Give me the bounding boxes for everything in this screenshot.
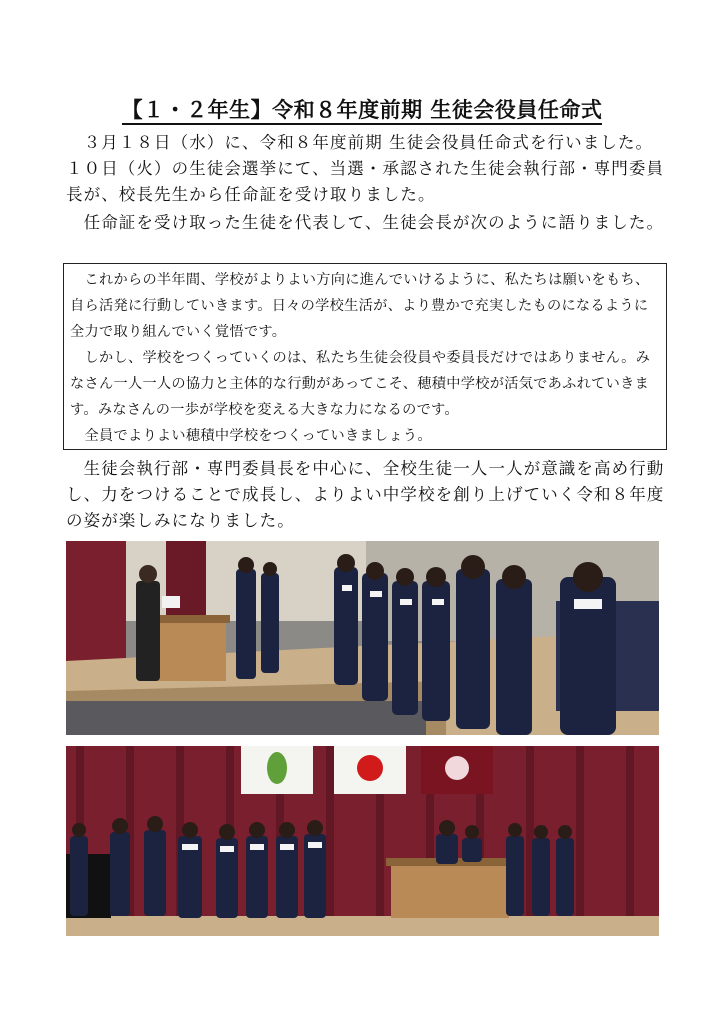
quote-paragraph-3: 全員でよりよい穂積中学校をつくっていきましょう。 (70, 428, 432, 444)
page-title: 【１・２年生】令和８年度前期 生徒会役員任命式 (0, 94, 724, 124)
stage-lineup-photo (66, 746, 659, 936)
closing-paragraph: 生徒会執行部・専門委員長を中心に、全校生徒一人一人が意識を高め行動し、力をつけることで成長し、よりよい中学校を創り上げていく令和８年度の姿が楽しみになりました。 (66, 459, 665, 530)
representative-paragraph: 任命証を受け取った生徒を代表して、生徒会長が次のように語りました。 (66, 213, 665, 232)
appointment-ceremony-photo (66, 541, 659, 735)
quote-paragraph-1: これからの半年間、学校がよりよい方向に進んでいけるように、私たちは願いをもち、自ら活発に行動していきます。日々の学校生活が、より豊かで充実したものになるように全力で取り組んでいく覚悟です。 (70, 272, 650, 340)
student-president-quote-box (63, 263, 667, 450)
quote-paragraph-2: しかし、学校をつくっていくのは、私たち生徒会役員や委員長だけではありません。みなさん一人一人の協力と主体的な行動があってこそ、穂積中学校が活気であふれていきます。みなさんの一歩が学校を変える大きな力になるのです。 (70, 350, 651, 418)
intro-paragraph: ３月１８日（水）に、令和８年度前期 生徒会役員任命式を行いました。１０日（火）の生徒会選挙にて、当選・承認された生徒会執行部・専門委員長が、校長先生から任命証を受け取りました。 (66, 133, 665, 204)
